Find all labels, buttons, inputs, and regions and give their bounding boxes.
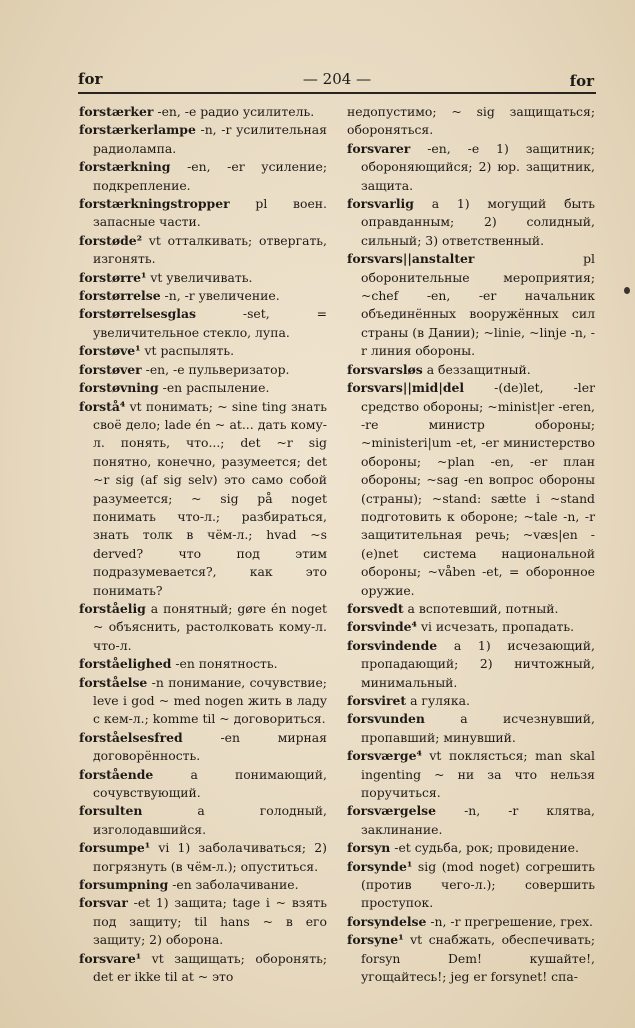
dictionary-entry: forstørre¹ vt увеличивать. — [79, 269, 253, 285]
dictionary-entry: forstørrelse -n, -r увеличение. — [79, 288, 280, 304]
dictionary-entry: forståelse -n понимание, сочувствие; leve i god ~ med nogen жить в ладу с кем-л.; komme til ~ договориться. — [79, 674, 327, 727]
right-running-head: for — [569, 72, 594, 90]
headword: forstørrelse — [79, 288, 161, 304]
headword: forståelsesfred — [79, 729, 183, 745]
dictionary-entry: forsvindende a 1) исчезающий, пропадающий; 2) ничтожный, минимальный. — [347, 637, 595, 690]
headword: forsyn — [347, 840, 391, 856]
headword: forsvarsløs — [347, 361, 423, 377]
headword: forstå⁴ — [79, 398, 126, 414]
dictionary-entry: forsværgelse -n, -r клятва, заклинание. — [347, 803, 595, 837]
dictionary-entry: forståelig a понятный; gøre én noget ~ объяснить, растолковать кому-л. что-л. — [79, 600, 327, 653]
dictionary-entry: forstørrelsesglas -set, = увеличительное стекло, лупа. — [79, 306, 327, 340]
ink-dot — [624, 287, 630, 294]
headword: forsvarlig — [347, 196, 414, 212]
headword: forstøve¹ — [79, 343, 141, 359]
dictionary-entry: forstående a понимающий, сочувствующий. — [79, 766, 327, 801]
dictionary-entry: forstærkningstropper pl воен. запасные части. — [79, 196, 327, 230]
headword: forsvinde⁴ — [347, 619, 417, 635]
dictionary-entry: forsvinde⁴ vi исчезать, пропадать. — [347, 619, 575, 635]
dictionary-entry: forsyne¹ vt снабжать, обеспечивать; forsyn Dem! кушайте!, угощайтесь!; jeg er forsynet! спа- — [347, 932, 595, 985]
left-running-head: for — [78, 70, 103, 88]
left-column — [79, 103, 327, 987]
right-column — [347, 103, 595, 987]
dictionary-entry: forsvarlig a 1) могущий быть оправданным; 2) солидный, сильный; 3) ответственный. — [347, 196, 595, 248]
dictionary-entry: forsviret a гулякa. — [347, 693, 470, 708]
dictionary-entry: forstøver -en, -e пульверизатор. — [79, 361, 290, 377]
dictionary-entry: forsvarer -en, -e 1) защитник; обороняющийся; 2) юр. защитник, защита. — [347, 140, 595, 193]
headword: forståelig — [79, 600, 146, 616]
headword: forsyne¹ — [347, 932, 404, 948]
dictionary-entry: forstøvning -en распыление. — [79, 380, 270, 396]
dictionary-entry: forsvars||anstalter pl оборонительные мероприятия; ~chef -en, -er начальник объединённых вооружённых сил страны (в Дании); ~linie, ~linje -n, -r линия обороны. — [347, 251, 595, 359]
headword: forstørrelsesglas — [79, 306, 196, 322]
headword: forsvars||mid|del — [347, 380, 465, 396]
headword: forstøver — [79, 361, 142, 377]
headword: forstærkningstropper — [79, 196, 230, 212]
headword: forsynde¹ — [347, 858, 413, 874]
headword: forsvar — [79, 895, 128, 911]
dictionary-entry: forsvare¹ vt защищать; оборонять; det er ikke til at ~ это — [79, 950, 327, 985]
headword: forståelighed — [79, 656, 172, 672]
dictionary-entry: forsulten a голодный, изголодавшийся. — [79, 803, 327, 837]
headword: forsvarer — [347, 140, 411, 156]
dictionary-entry: forsvunden a исчезнувший, пропавший; минувший. — [347, 711, 595, 745]
dictionary-entry: forsyndelse -n, -r прегрешение, грех. — [347, 913, 593, 929]
headword: forståelse — [79, 674, 148, 690]
dictionary-entry-continuation: недопустимо; ~ sig защищаться; обороняться. — [347, 104, 595, 138]
dictionary-entry: forstærkning -en, -er усиление; подкрепление. — [79, 159, 327, 193]
headword: forsvars||anstalter — [347, 251, 475, 267]
headword: forstærkning — [79, 159, 171, 175]
headword: forstærker — [79, 104, 154, 119]
headword: forstøde² — [79, 232, 143, 248]
headword: forsværgelse — [347, 803, 437, 819]
dictionary-entry: forsvarsløs a беззащитный. — [347, 361, 531, 377]
dictionary-entry: forsvars||mid|del -(de)let, -ler средство обороны; ~minist|er -eren, -re министр обороны; ~ministeri|um -et, -er министерство обороны; ~plan -en, -er план обороны; ~sag -en вопрос обороны (страны); ~stand: sætte i ~stand подготовить к обороне; ~tale -n, -r защитительная речь; ~væs|en -(e)net система национальной обороны; ~våben -et, = оборонное оружие. — [347, 380, 595, 598]
headword: forstørre¹ — [79, 269, 147, 285]
headword: forsulten — [79, 803, 143, 819]
headword: forsvedt — [347, 600, 404, 616]
headword: forsvindende — [347, 637, 438, 653]
page-number: — 204 — — [302, 70, 372, 88]
dictionary-entry: forsynde¹ sig (mod noget) согрешить (против чего-л.); совершить проступок. — [347, 858, 595, 911]
dictionary-entry: forstå⁴ vt понимать; ~ sine ting знать своё дело; lade én ~ at... дать кому-л. понять, что...; det ~r sig понятно, конечно, разумеется; det ~r sig (af sig selv) это само собой разумеется; ~ sig på noget понимать что-л.; разбираться, знать толк в чём-л.; hvad ~s derved? что под этим подразумевается?, как это понимать? — [79, 398, 327, 598]
dictionary-entry: forståelighed -en понятность. — [79, 656, 278, 672]
dictionary-entry: forstærkerlampe -n, -r усилительная радиолампа. — [79, 122, 327, 156]
page-header — [78, 68, 596, 94]
dictionary-entry: forstærker -en, -e радио усилитель. — [79, 104, 315, 119]
dictionary-entry: forstøde² vt отталкивать; отвергать, изгонять. — [79, 232, 327, 267]
dictionary-entry: forstøve¹ vt распылять. — [79, 343, 235, 359]
headword: forsyndelse — [347, 913, 427, 929]
dictionary-entry: forsvedt a вспотевший, потный. — [347, 600, 559, 616]
dictionary-entry: forsumpe¹ vi 1) заболачиваться; 2) погрязнуть (в чём-л.); опуститься. — [79, 840, 327, 874]
headword: forsviret — [347, 693, 407, 708]
headword: forstærkerlampe — [79, 122, 196, 138]
headword: forsvare¹ — [79, 950, 142, 966]
dictionary-entry: forsvar -et 1) защита; tage i ~ взять под защиту; til hans ~ в его защиту; 2) оборона. — [79, 895, 327, 948]
dictionary-entry: forsværge⁴ vt поклясться; man skal ingenting ~ ни за что нельзя поручиться. — [347, 748, 595, 801]
headword: forsværge⁴ — [347, 748, 422, 764]
dictionary-entry: forståelsesfred -en мирная договорённость. — [79, 729, 327, 764]
headword: forsumpning — [79, 877, 169, 893]
headword: forstående — [79, 766, 154, 782]
headword: forsvunden — [347, 711, 425, 727]
headword: forstøvning — [79, 380, 159, 396]
dictionary-entry: forsyn -et судьба, рок; провидение. — [347, 840, 579, 856]
dictionary-entry: forsumpning -en заболачивание. — [79, 877, 299, 893]
headword: forsumpe¹ — [79, 840, 151, 856]
